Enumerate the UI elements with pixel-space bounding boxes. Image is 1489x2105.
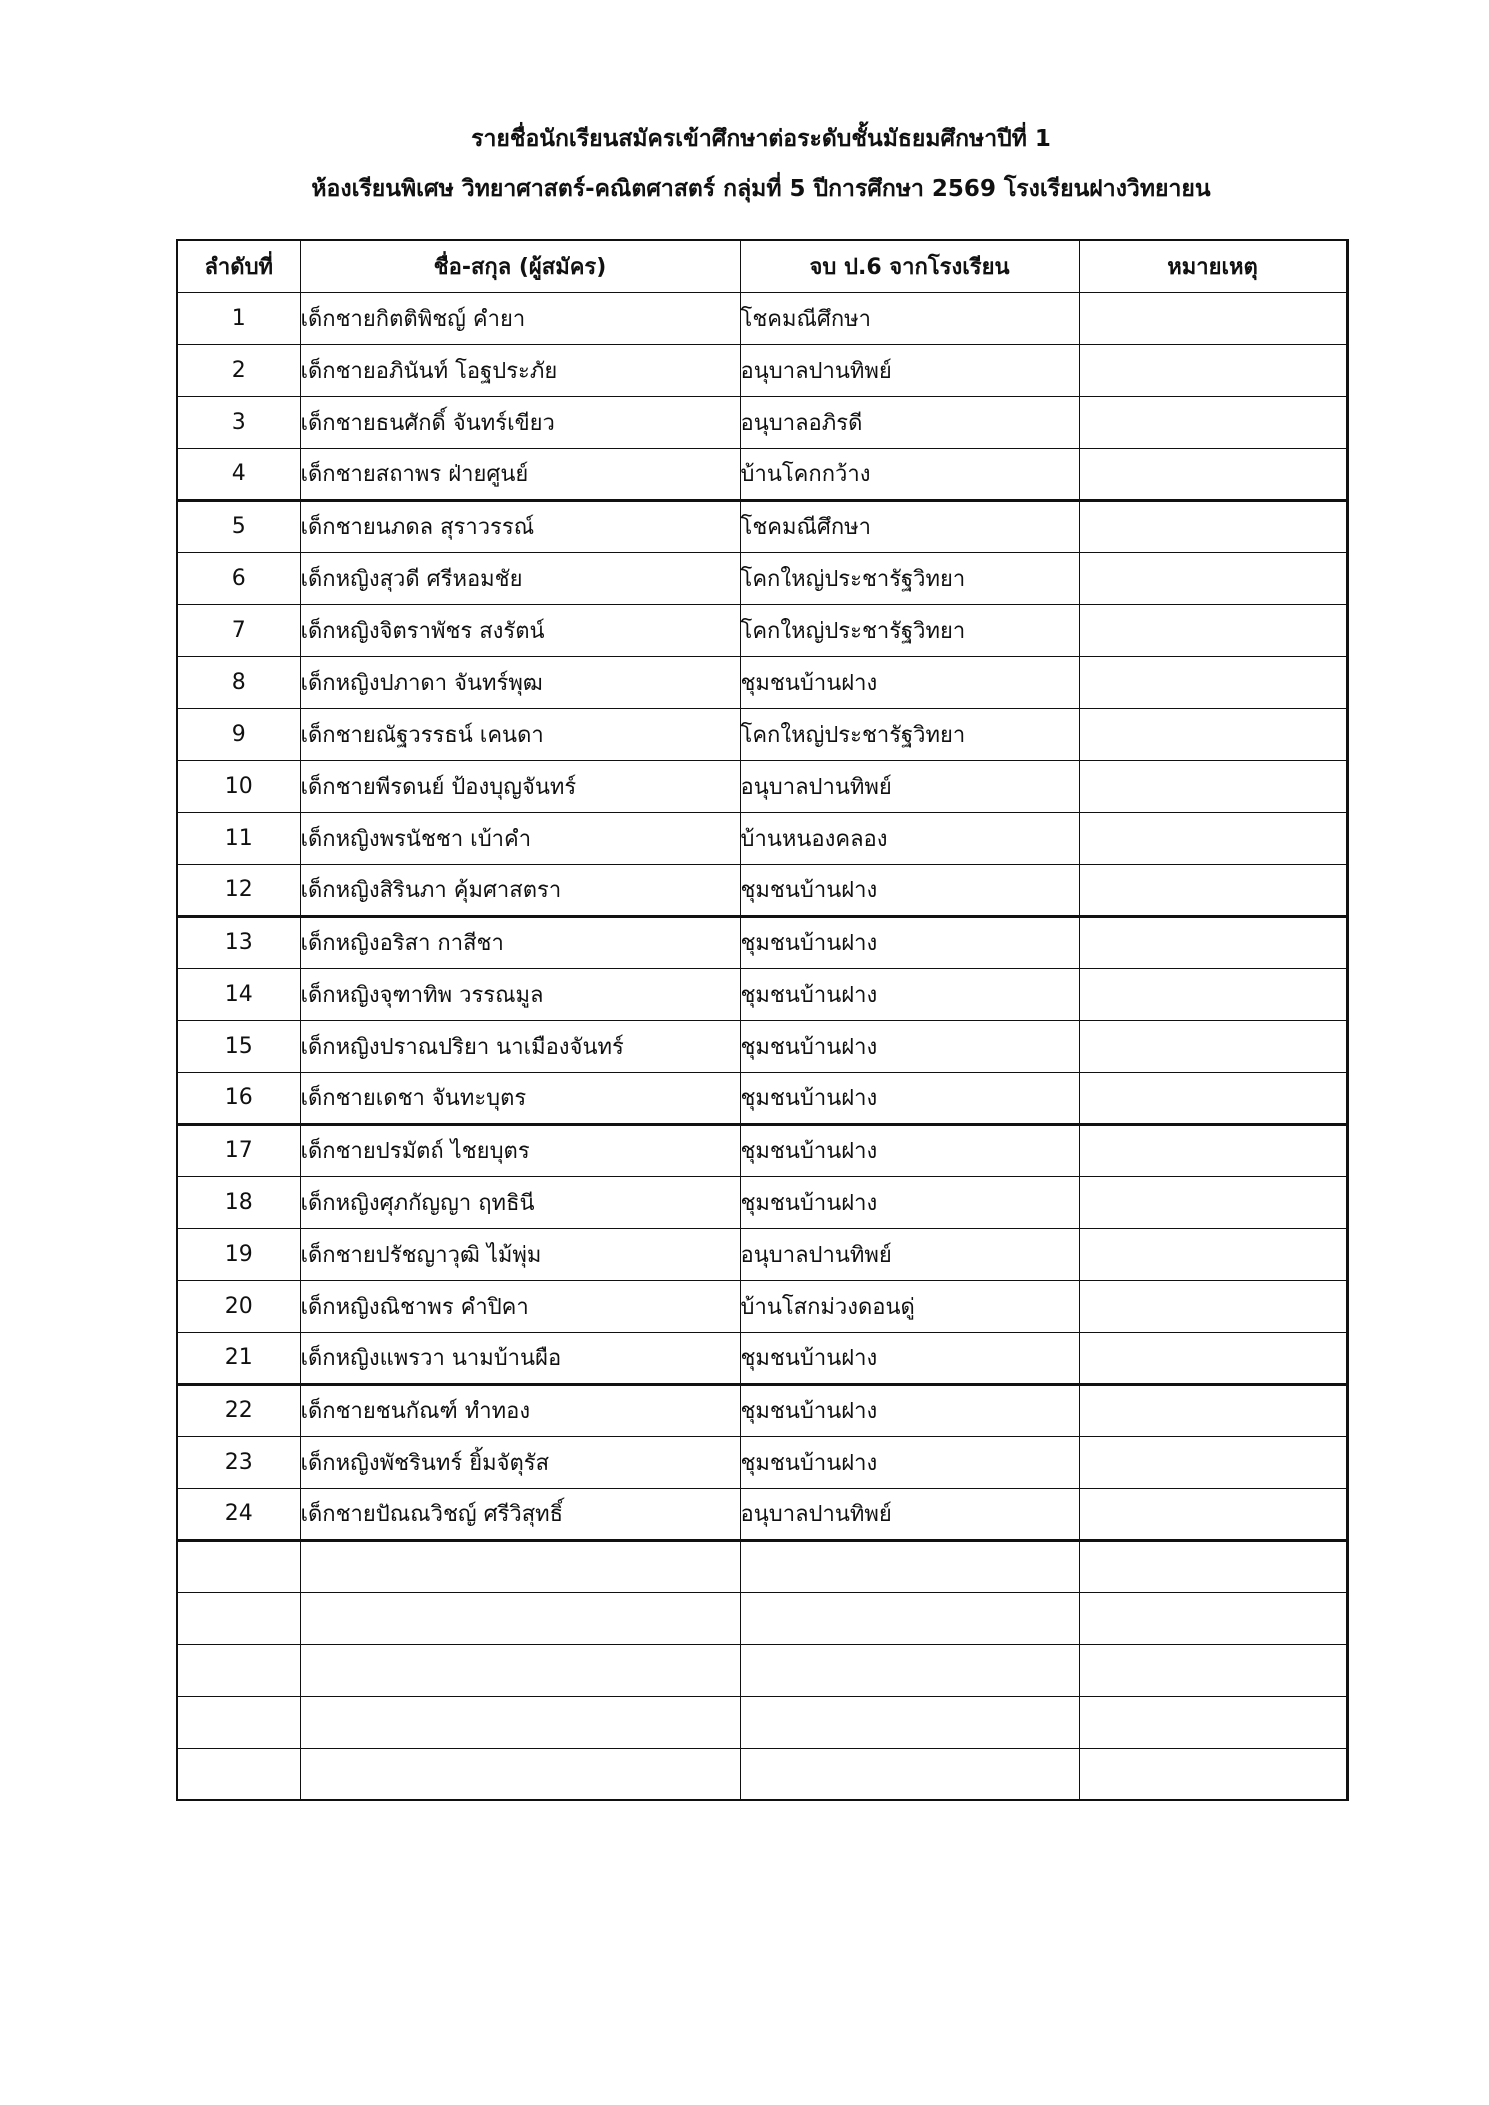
order-number-cell: 6 — [177, 552, 300, 604]
previous-school-cell: อนุบาลอภิรดี — [740, 396, 1079, 448]
header-applicant-name: ชื่อ-สกุล (ผู้สมัคร) — [300, 240, 740, 292]
previous-school-cell: ชุมชนบ้านฝาง — [740, 1436, 1079, 1488]
previous-school-cell: ชุมชนบ้านฝาง — [740, 1072, 1079, 1124]
previous-school-cell: โชคมณีศึกษา — [740, 292, 1079, 344]
previous-school-cell — [740, 1540, 1079, 1592]
order-number-cell: 16 — [177, 1072, 300, 1124]
table-body — [177, 292, 1347, 1800]
remarks-cell — [1079, 1644, 1347, 1696]
table-row — [177, 1436, 1347, 1488]
previous-school-cell: ชุมชนบ้านฝาง — [740, 968, 1079, 1020]
applicant-name-cell: เด็กหญิงศุภกัญญา ฤทธินี — [300, 1176, 740, 1228]
applicant-name-cell: เด็กชายปรัชญาวุฒิ ไม้พุ่ม — [300, 1228, 740, 1280]
table-row — [177, 1072, 1347, 1124]
previous-school-cell: ชุมชนบ้านฝาง — [740, 1176, 1079, 1228]
applicant-name-cell — [300, 1696, 740, 1748]
previous-school-cell: อนุบาลปานทิพย์ — [740, 344, 1079, 396]
applicant-name-cell: เด็กชายปรมัตถ์ ไชยบุตร — [300, 1124, 740, 1176]
applicant-name-cell — [300, 1748, 740, 1800]
remarks-cell — [1079, 1228, 1347, 1280]
remarks-cell — [1079, 1488, 1347, 1540]
applicant-name-cell: เด็กชายอภินันท์ โอฐประภัย — [300, 344, 740, 396]
table-row — [177, 1540, 1347, 1592]
order-number-cell: 5 — [177, 500, 300, 552]
remarks-cell — [1079, 1176, 1347, 1228]
order-number-cell: 3 — [177, 396, 300, 448]
order-number-cell — [177, 1696, 300, 1748]
table-row — [177, 292, 1347, 344]
table-row — [177, 1176, 1347, 1228]
table-row — [177, 1280, 1347, 1332]
order-number-cell: 22 — [177, 1384, 300, 1436]
table-row — [177, 552, 1347, 604]
applicant-name-cell: เด็กหญิงพัชรินทร์ ยิ้มจัตุรัส — [300, 1436, 740, 1488]
remarks-cell — [1079, 1592, 1347, 1644]
previous-school-cell — [740, 1644, 1079, 1696]
remarks-cell — [1079, 1384, 1347, 1436]
order-number-cell: 11 — [177, 812, 300, 864]
order-number-cell: 19 — [177, 1228, 300, 1280]
document-subtitle: ห้องเรียนพิเศษ วิทยาศาสตร์-คณิตศาสตร์ กลุ่มที่ 5 ปีการศึกษา 2569 โรงเรียนฝางวิทยายน — [311, 176, 1211, 202]
table-row — [177, 1488, 1347, 1540]
table-row — [177, 344, 1347, 396]
document-title: รายชื่อนักเรียนสมัครเข้าศึกษาต่อระดับชั้นมัธยมศึกษาปีที่ 1 — [471, 126, 1051, 152]
previous-school-cell: อนุบาลปานทิพย์ — [740, 760, 1079, 812]
applicant-name-cell: เด็กหญิงสุวดี ศรีหอมชัย — [300, 552, 740, 604]
order-number-cell: 20 — [177, 1280, 300, 1332]
previous-school-cell: ชุมชนบ้านฝาง — [740, 656, 1079, 708]
remarks-cell — [1079, 916, 1347, 968]
remarks-cell — [1079, 812, 1347, 864]
table-row — [177, 1748, 1347, 1800]
order-number-cell: 1 — [177, 292, 300, 344]
previous-school-cell: อนุบาลปานทิพย์ — [740, 1228, 1079, 1280]
order-number-cell: 15 — [177, 1020, 300, 1072]
remarks-cell — [1079, 1696, 1347, 1748]
table-row — [177, 1332, 1347, 1384]
remarks-cell — [1079, 344, 1347, 396]
previous-school-cell: โคกใหญ่ประชารัฐวิทยา — [740, 604, 1079, 656]
previous-school-cell: บ้านหนองคลอง — [740, 812, 1079, 864]
table-row — [177, 864, 1347, 916]
applicant-name-cell — [300, 1592, 740, 1644]
order-number-cell: 18 — [177, 1176, 300, 1228]
order-number-cell: 4 — [177, 448, 300, 500]
previous-school-cell: ชุมชนบ้านฝาง — [740, 916, 1079, 968]
previous-school-cell: ชุมชนบ้านฝาง — [740, 1332, 1079, 1384]
applicant-name-cell: เด็กหญิงจุฑาทิพ วรรณมูล — [300, 968, 740, 1020]
header-order-number: ลำดับที่ — [177, 240, 300, 292]
remarks-cell — [1079, 1072, 1347, 1124]
order-number-cell — [177, 1592, 300, 1644]
remarks-cell — [1079, 396, 1347, 448]
applicant-name-cell: เด็กชายเดชา จันทะบุตร — [300, 1072, 740, 1124]
header-previous-school: จบ ป.6 จากโรงเรียน — [740, 240, 1079, 292]
applicant-name-cell — [300, 1540, 740, 1592]
order-number-cell: 17 — [177, 1124, 300, 1176]
order-number-cell: 21 — [177, 1332, 300, 1384]
order-number-cell — [177, 1748, 300, 1800]
applicant-name-cell: เด็กชายนภดล สุราวรรณ์ — [300, 500, 740, 552]
applicant-name-cell: เด็กหญิงปภาดา จันทร์พุฒ — [300, 656, 740, 708]
previous-school-cell — [740, 1592, 1079, 1644]
remarks-cell — [1079, 864, 1347, 916]
applicant-name-cell: เด็กหญิงณิชาพร คำปิคา — [300, 1280, 740, 1332]
order-number-cell: 9 — [177, 708, 300, 760]
applicant-name-cell: เด็กหญิงอริสา กาสีชา — [300, 916, 740, 968]
remarks-cell — [1079, 552, 1347, 604]
order-number-cell — [177, 1644, 300, 1696]
previous-school-cell: โชคมณีศึกษา — [740, 500, 1079, 552]
table-row — [177, 760, 1347, 812]
order-number-cell: 14 — [177, 968, 300, 1020]
table-row — [177, 1020, 1347, 1072]
order-number-cell: 8 — [177, 656, 300, 708]
table-row — [177, 1124, 1347, 1176]
previous-school-cell — [740, 1696, 1079, 1748]
previous-school-cell: บ้านโคกกว้าง — [740, 448, 1079, 500]
applicant-name-cell: เด็กหญิงสิรินภา คุ้มศาสตรา — [300, 864, 740, 916]
order-number-cell — [177, 1540, 300, 1592]
previous-school-cell: โคกใหญ่ประชารัฐวิทยา — [740, 708, 1079, 760]
previous-school-cell: บ้านโสกม่วงดอนดู่ — [740, 1280, 1079, 1332]
order-number-cell: 13 — [177, 916, 300, 968]
table-row — [177, 1592, 1347, 1644]
applicant-name-cell: เด็กหญิงปราณปริยา นาเมืองจันทร์ — [300, 1020, 740, 1072]
order-number-cell: 24 — [177, 1488, 300, 1540]
table-row — [177, 1228, 1347, 1280]
table-row — [177, 604, 1347, 656]
remarks-cell — [1079, 1332, 1347, 1384]
applicant-name-cell: เด็กชายชนกัณฑ์ ทำทอง — [300, 1384, 740, 1436]
remarks-cell — [1079, 604, 1347, 656]
previous-school-cell: ชุมชนบ้านฝาง — [740, 864, 1079, 916]
applicant-name-cell: เด็กชายสถาพร ฝ่ายศูนย์ — [300, 448, 740, 500]
table-row — [177, 916, 1347, 968]
previous-school-cell: ชุมชนบ้านฝาง — [740, 1384, 1079, 1436]
applicant-name-cell: เด็กชายณัฐวรรธน์ เคนดา — [300, 708, 740, 760]
order-number-cell: 10 — [177, 760, 300, 812]
applicant-name-cell: เด็กหญิงจิตราพัชร สงรัตน์ — [300, 604, 740, 656]
table-row — [177, 1696, 1347, 1748]
remarks-cell — [1079, 1124, 1347, 1176]
remarks-cell — [1079, 448, 1347, 500]
previous-school-cell: ชุมชนบ้านฝาง — [740, 1020, 1079, 1072]
remarks-cell — [1079, 1280, 1347, 1332]
table-row — [177, 500, 1347, 552]
applicant-name-cell — [300, 1644, 740, 1696]
remarks-cell — [1079, 1436, 1347, 1488]
remarks-cell — [1079, 1748, 1347, 1800]
table-row — [177, 968, 1347, 1020]
remarks-cell — [1079, 656, 1347, 708]
remarks-cell — [1079, 292, 1347, 344]
previous-school-cell: โคกใหญ่ประชารัฐวิทยา — [740, 552, 1079, 604]
table-row — [177, 812, 1347, 864]
applicant-name-cell: เด็กหญิงแพรวา นามบ้านผือ — [300, 1332, 740, 1384]
table-row — [177, 1384, 1347, 1436]
order-number-cell: 2 — [177, 344, 300, 396]
remarks-cell — [1079, 760, 1347, 812]
applicant-table — [176, 239, 1349, 1801]
order-number-cell: 7 — [177, 604, 300, 656]
table-row — [177, 1644, 1347, 1696]
remarks-cell — [1079, 708, 1347, 760]
previous-school-cell: อนุบาลปานทิพย์ — [740, 1488, 1079, 1540]
order-number-cell: 12 — [177, 864, 300, 916]
remarks-cell — [1079, 500, 1347, 552]
previous-school-cell — [740, 1748, 1079, 1800]
applicant-name-cell: เด็กชายธนศักดิ์ จันทร์เขียว — [300, 396, 740, 448]
applicant-name-cell: เด็กหญิงพรนัชชา เบ้าคำ — [300, 812, 740, 864]
remarks-cell — [1079, 968, 1347, 1020]
remarks-cell — [1079, 1540, 1347, 1592]
table-row — [177, 656, 1347, 708]
applicant-name-cell: เด็กชายกิตติพิชญ์ คำยา — [300, 292, 740, 344]
applicant-name-cell: เด็กชายพีรดนย์ ป้องบุญจันทร์ — [300, 760, 740, 812]
header-remarks: หมายเหตุ — [1079, 240, 1347, 292]
remarks-cell — [1079, 1020, 1347, 1072]
table-row — [177, 396, 1347, 448]
table-header-row — [177, 240, 1347, 292]
order-number-cell: 23 — [177, 1436, 300, 1488]
applicant-name-cell: เด็กชายปัณณวิชญ์ ศรีวิสุทธิ์ — [300, 1488, 740, 1540]
table-row — [177, 708, 1347, 760]
table-row — [177, 448, 1347, 500]
previous-school-cell: ชุมชนบ้านฝาง — [740, 1124, 1079, 1176]
